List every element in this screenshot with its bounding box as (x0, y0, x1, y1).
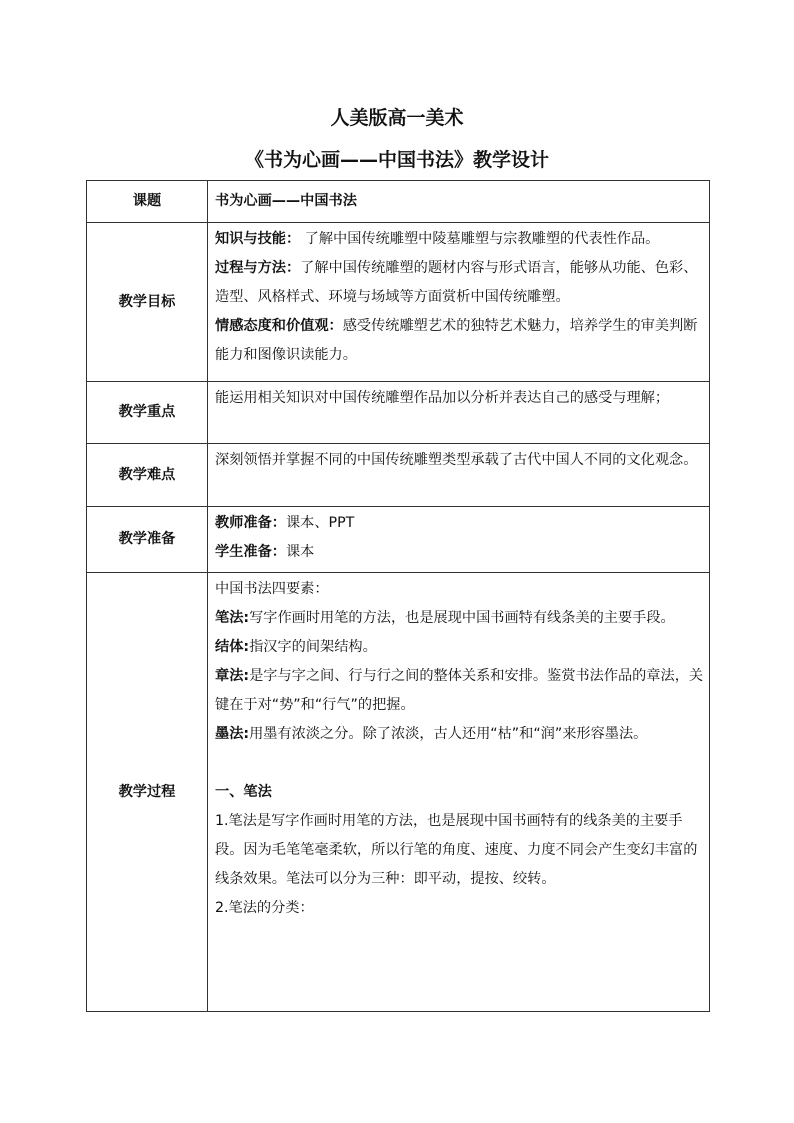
value-focus: 能运用相关知识对中国传统雕塑作品加以分析并表达自己的感受与理解； (208, 382, 710, 444)
process-composition-label: 章法: (215, 668, 250, 684)
process-brush (215, 604, 706, 633)
label-prep: 教学准备 (87, 507, 208, 573)
process-structure-text: 指汉字的间架结构。 (249, 639, 377, 655)
label-difficulty: 教学难点 (87, 444, 208, 507)
prep-teacher-label: 教师准备： (215, 515, 286, 531)
prep-teacher-text: 课本、PPT (285, 515, 355, 531)
table-row-process (87, 573, 710, 1012)
process-item-1: 1.笔法是写字作画时用笔的方法，也是展现中国书画特有的线条美的主要手段。因为毛笔笔毫柔软，所以行笔的角度、速度、力度不同会产生变幻丰富的线条效果。笔法可以分为三种：即平动，提按、绞转。 (215, 813, 698, 887)
process-composition-text: 是字与字之间、行与行之间的整体关系和安排。鉴赏书法作品的章法，关键在于对“势”和“行气”的把握。 (215, 668, 704, 713)
process-ink-label: 墨法: (215, 726, 250, 742)
process-item-2: 2.笔法的分类： (215, 900, 314, 916)
label-focus: 教学重点 (87, 382, 208, 444)
table-row-difficulty (87, 444, 710, 507)
goal-process-label: 过程与方法： (215, 260, 301, 276)
document-title: 人美版高一美术 (330, 107, 464, 129)
table-row-focus (87, 382, 710, 444)
goal-emotion (215, 312, 709, 370)
lesson-plan-table (86, 180, 710, 1012)
value-process (208, 573, 710, 1012)
process-ink-text: 用墨有浓淡之分。除了浓淡，古人还用“枯”和“润”来形容墨法。 (249, 726, 648, 742)
process-ink (215, 720, 706, 749)
process-intro: 中国书法四要素： (215, 581, 329, 597)
goal-knowledge-label: 知识与技能： (215, 231, 301, 247)
process-structure (215, 633, 706, 662)
topic-text: 书为心画——中国书法 (215, 193, 357, 209)
spacer (215, 749, 706, 778)
process-composition (215, 662, 706, 720)
process-brush-text: 写字作画时用笔的方法，也是展现中国书画特有线条美的主要手段。 (249, 610, 675, 626)
goal-emotion-label: 情感态度和价值观： (215, 318, 343, 334)
goal-knowledge-text: 了解中国传统雕塑中陵墓雕塑与宗教雕塑的代表性作品。 (304, 231, 660, 247)
goal-process-text: 了解中国传统雕塑的题材内容与形式语言，能够从功能、色彩、造型、风格样式、环境与场域等方面赏析中国传统雕塑。 (215, 260, 698, 305)
value-difficulty: 深刻领悟并掌握不同的中国传统雕塑类型承载了古代中国人不同的文化观念。 (208, 444, 710, 507)
document-subtitle: 《书为心画——中国书法》教学设计 (244, 149, 549, 171)
value-goals (208, 223, 710, 382)
label-topic: 课题 (87, 181, 208, 223)
goal-knowledge (215, 225, 709, 254)
goal-process (215, 254, 709, 312)
table-row-goals (87, 223, 710, 382)
label-process: 教学过程 (87, 573, 208, 1012)
prep-student-text: 课本 (285, 544, 315, 560)
prep-student (215, 538, 706, 567)
prep-teacher (215, 509, 706, 538)
prep-student-label: 学生准备： (215, 544, 286, 560)
process-brush-label: 笔法: (215, 610, 250, 626)
value-prep (208, 507, 710, 573)
label-goals: 教学目标 (87, 223, 208, 382)
section-title-brush: 一、笔法 (215, 784, 272, 800)
value-topic (208, 181, 710, 223)
table-row-prep (87, 507, 710, 573)
process-structure-label: 结体: (215, 639, 250, 655)
goal-emotion-text: 感受传统雕塑艺术的独特艺术魅力，培养学生的审美判断能力和图像识读能力。 (215, 318, 698, 363)
table-row-topic (87, 181, 710, 223)
